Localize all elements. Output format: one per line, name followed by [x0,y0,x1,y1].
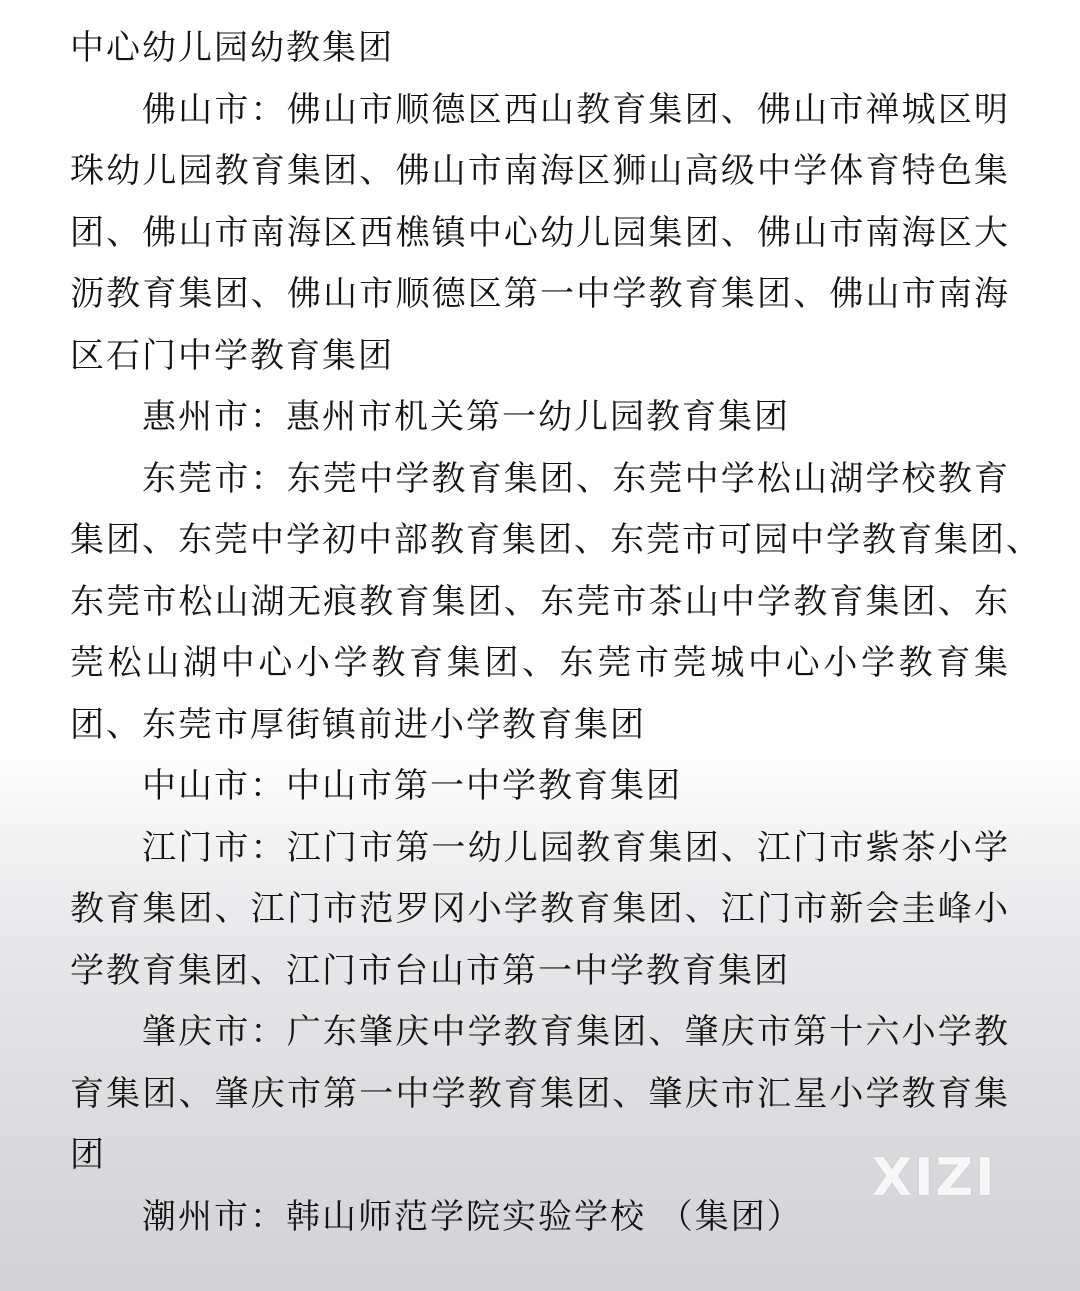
text-line: 东莞市松山湖无痕教育集团、东莞市茶山中学教育集团、东 [70,581,1010,622]
text-line: 区石门中学教育集团 [70,335,394,376]
watermark-logo: XIZI [872,1148,997,1208]
text-line-zhaoqing: 肇庆市：广东肇庆中学教育集团、肇庆市第十六小学教 [142,1012,1010,1052]
text-line: 学教育集团、江门市台山市第一中学教育集团 [70,950,790,991]
text-line: 集团、东莞中学初中部教育集团、东莞市可园中学教育集团、 [70,520,1042,560]
text-line: 团 [70,1135,106,1175]
text-line-chaozhou: 潮州市：韩山师范学院实验学校 （集团） [142,1196,803,1237]
text-line: 育集团、肇庆市第一中学教育集团、肇庆市汇星小学教育集 [70,1073,1010,1114]
text-line: 教育集团、江门市范罗冈小学教育集团、江门市新会圭峰小 [70,889,1010,929]
text-line: 沥教育集团、佛山市顺德区第一中学教育集团、佛山市南海 [70,274,1010,314]
text-line: 中心幼儿园幼教集团 [70,28,394,68]
text-line-foshan: 佛山市：佛山市顺德区西山教育集团、佛山市禅城区明 [142,89,1010,130]
text-line: 莞松山湖中心小学教育集团、东莞市莞城中心小学教育集 [70,643,1010,683]
text-line-zhongshan: 中山市：中山市第一中学教育集团 [142,766,682,806]
text-line: 珠幼儿园教育集团、佛山市南海区狮山高级中学体育特色集 [70,151,1010,191]
text-line: 团、东莞市厚街镇前进小学教育集团 [70,704,646,745]
text-line-dongguan: 东莞市：东莞中学教育集团、东莞中学松山湖学校教育 [142,458,1010,499]
text-line-jiangmen: 江门市：江门市第一幼儿园教育集团、江门市紫茶小学 [142,827,1010,868]
text-line: 团、佛山市南海区西樵镇中心幼儿园集团、佛山市南海区大 [70,212,1010,253]
text-line-huizhou: 惠州市：惠州市机关第一幼儿园教育集团 [142,397,790,437]
document-body [70,18,1042,1248]
